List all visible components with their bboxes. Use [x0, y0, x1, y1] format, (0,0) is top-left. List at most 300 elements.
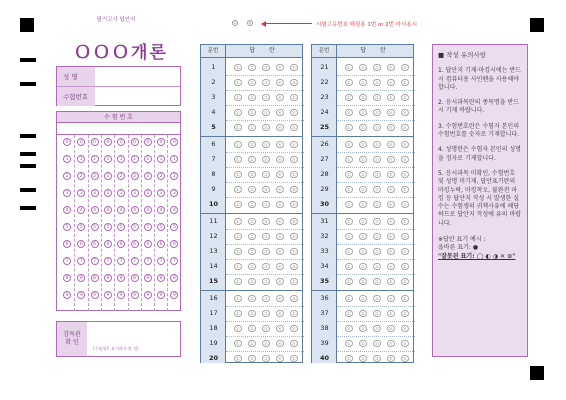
answer-bubble[interactable]: ③ [263, 340, 268, 346]
answer-bubble[interactable]: ① [346, 124, 351, 130]
answer-bubble[interactable]: ③ [374, 325, 379, 331]
answer-bubble[interactable]: ① [235, 201, 240, 207]
answer-bubble[interactable]: ⑤ [402, 141, 407, 147]
answer-bubble[interactable]: ⑤ [291, 325, 296, 331]
exam-number-bubble[interactable]: 3 [144, 189, 152, 197]
answer-bubble[interactable]: ② [360, 201, 365, 207]
answer-bubble[interactable]: ① [235, 171, 240, 177]
answer-bubble[interactable]: ② [360, 248, 365, 254]
answer-row [312, 167, 415, 182]
exam-number-bubble[interactable]: 0 [157, 138, 165, 146]
answer-bubble[interactable]: ⑤ [402, 355, 407, 361]
exam-number-bubble[interactable]: 2 [157, 172, 165, 180]
exam-number-bubble[interactable]: 8 [77, 274, 85, 282]
answer-bubble[interactable]: ① [346, 109, 351, 115]
answer-bubble[interactable]: ③ [374, 355, 379, 361]
answer-bubble[interactable]: ② [360, 64, 365, 70]
answer-bubble[interactable]: ② [249, 171, 254, 177]
mapping-dot-1[interactable]: ① [233, 21, 237, 25]
exam-number-bubble[interactable]: 9 [144, 291, 152, 299]
answer-bubble[interactable]: ① [235, 218, 240, 224]
answer-bubble[interactable]: ② [360, 218, 365, 224]
answer-bubble[interactable]: ② [249, 94, 254, 100]
answer-bubble[interactable]: ① [235, 156, 240, 162]
exam-number-column [88, 135, 101, 311]
exam-number-bubble[interactable]: 2 [63, 172, 71, 180]
answer-bubble[interactable]: ⑤ [291, 186, 296, 192]
answer-bubble[interactable]: ③ [263, 94, 268, 100]
question-number: 8 [211, 170, 216, 178]
answer-bubble[interactable]: ④ [388, 340, 393, 346]
exam-number-bubble[interactable]: 8 [104, 274, 112, 282]
answer-bubble[interactable]: ① [346, 201, 351, 207]
exam-number-bubble[interactable]: 5 [157, 223, 165, 231]
answer-bubble[interactable]: ④ [388, 141, 393, 147]
answer-bubble[interactable]: ⑤ [291, 233, 296, 239]
exam-number-bubble[interactable]: 0 [170, 138, 178, 146]
answer-bubble[interactable]: ⑤ [402, 325, 407, 331]
answer-bubble[interactable]: ⑤ [291, 248, 296, 254]
answer-bubble[interactable]: ③ [374, 295, 379, 301]
answer-bubble[interactable]: ③ [374, 218, 379, 224]
exam-number-bubble[interactable]: 6 [131, 240, 139, 248]
exam-number-bubble[interactable]: 4 [144, 206, 152, 214]
exam-number-bubble[interactable]: 3 [77, 189, 85, 197]
answer-bubble[interactable]: ④ [277, 94, 282, 100]
exam-number-bubble[interactable]: 9 [77, 291, 85, 299]
answer-bubble[interactable]: ⑤ [402, 94, 407, 100]
exam-number-bubble[interactable]: 5 [144, 223, 152, 231]
answer-bubble[interactable]: ⑤ [291, 156, 296, 162]
answer-bubble[interactable]: ④ [277, 278, 282, 284]
exam-number-bubble[interactable]: 9 [63, 291, 71, 299]
answer-bubble[interactable]: ④ [277, 64, 282, 70]
answer-bubble[interactable]: ③ [374, 156, 379, 162]
exam-number-bubble[interactable]: 7 [170, 257, 178, 265]
exam-number-bubble[interactable]: 2 [91, 172, 99, 180]
answer-bubble[interactable]: ② [249, 295, 254, 301]
answer-bubble[interactable]: ① [346, 141, 351, 147]
answer-bubble[interactable]: ③ [263, 186, 268, 192]
exam-number-bubble[interactable]: 1 [131, 155, 139, 163]
answer-bubble[interactable]: ② [249, 248, 254, 254]
answer-bubble[interactable]: ② [249, 201, 254, 207]
exam-number-bubble[interactable]: 7 [117, 257, 125, 265]
answer-bubble[interactable]: ⑤ [402, 310, 407, 316]
answer-bubble[interactable]: ② [249, 124, 254, 130]
exam-number-bubble[interactable]: 6 [77, 240, 85, 248]
answer-bubble[interactable]: ① [346, 156, 351, 162]
answer-bubble[interactable]: ② [249, 233, 254, 239]
answer-bubble[interactable]: ⑤ [402, 295, 407, 301]
answer-bubble[interactable]: ① [346, 233, 351, 239]
exam-number-bubble[interactable]: 6 [157, 240, 165, 248]
answer-bubble[interactable]: ③ [263, 355, 268, 361]
answer-bubble[interactable]: ⑤ [402, 340, 407, 346]
answer-bubble[interactable]: ④ [388, 295, 393, 301]
answer-bubble[interactable]: ① [346, 171, 351, 177]
answer-bubble[interactable]: ② [360, 233, 365, 239]
answer-bubble[interactable]: ① [235, 310, 240, 316]
answer-bubble[interactable]: ⑤ [402, 218, 407, 224]
answer-bubble[interactable]: ③ [263, 156, 268, 162]
answer-bubble[interactable]: ④ [388, 278, 393, 284]
answer-bubble[interactable]: ④ [388, 263, 393, 269]
exam-number-bubble[interactable]: 7 [157, 257, 165, 265]
answer-bubble[interactable]: ① [346, 355, 351, 361]
exam-number-bubble[interactable]: 6 [104, 240, 112, 248]
answer-bubble[interactable]: ② [249, 156, 254, 162]
exam-number-bubble[interactable]: 1 [104, 155, 112, 163]
answer-bubble[interactable]: ③ [263, 233, 268, 239]
answer-bubble[interactable]: ① [235, 79, 240, 85]
exam-number-bubble[interactable]: 6 [117, 240, 125, 248]
answer-bubble[interactable]: ③ [263, 109, 268, 115]
answer-bubble[interactable]: ① [346, 263, 351, 269]
exam-number-bubble[interactable]: 5 [77, 223, 85, 231]
exam-number-bubble[interactable]: 8 [144, 274, 152, 282]
exam-number-bubble[interactable]: 6 [170, 240, 178, 248]
exam-number-bubble[interactable]: 6 [144, 240, 152, 248]
exam-number-bubble[interactable]: 2 [170, 172, 178, 180]
answer-bubble[interactable]: ④ [277, 295, 282, 301]
exam-number-bubble[interactable]: 2 [131, 172, 139, 180]
exam-number-bubble[interactable]: 0 [144, 138, 152, 146]
answer-bubble[interactable]: ⑤ [291, 141, 296, 147]
answer-bubble[interactable]: ① [346, 340, 351, 346]
exam-number-bubble[interactable]: 4 [104, 206, 112, 214]
answer-bubble[interactable]: ① [346, 94, 351, 100]
answer-bubble[interactable]: ① [235, 248, 240, 254]
answer-bubble[interactable]: ② [249, 263, 254, 269]
answer-bubble[interactable]: ⑤ [402, 233, 407, 239]
answer-bubble[interactable]: ① [235, 325, 240, 331]
answer-bubble[interactable]: ④ [277, 171, 282, 177]
answer-bubble[interactable]: ② [249, 340, 254, 346]
answer-bubble[interactable]: ④ [277, 355, 282, 361]
answer-bubble[interactable]: ③ [374, 233, 379, 239]
answer-bubble[interactable]: ⑤ [402, 263, 407, 269]
exam-number-bubble[interactable]: 4 [157, 206, 165, 214]
answer-bubble[interactable]: ④ [277, 340, 282, 346]
exam-number-bubble[interactable]: 0 [104, 138, 112, 146]
answer-bubble[interactable]: ① [235, 94, 240, 100]
exam-number-bubble[interactable]: 2 [117, 172, 125, 180]
answer-bubble[interactable]: ③ [263, 310, 268, 316]
exam-number-bubble[interactable]: 4 [77, 206, 85, 214]
exam-number-bubble[interactable]: 3 [157, 189, 165, 197]
exam-number-bubble[interactable]: 4 [91, 206, 99, 214]
answer-bubble[interactable]: ① [235, 355, 240, 361]
answer-bubble[interactable]: ⑤ [291, 278, 296, 284]
answer-bubble[interactable]: ⑤ [291, 79, 296, 85]
answer-bubble[interactable]: ① [346, 79, 351, 85]
exam-number-bubble[interactable]: 2 [104, 172, 112, 180]
answer-bubble[interactable]: ② [360, 156, 365, 162]
answer-bubble[interactable]: ② [360, 171, 365, 177]
answer-bubble[interactable]: ② [249, 64, 254, 70]
question-number: 40 [319, 354, 330, 362]
answer-bubble[interactable]: ⑤ [402, 248, 407, 254]
answer-bubble[interactable]: ④ [388, 248, 393, 254]
answer-bubble[interactable]: ⑤ [402, 278, 407, 284]
exam-number-bubble[interactable]: 6 [63, 240, 71, 248]
exam-number-bubble[interactable]: 7 [131, 257, 139, 265]
exam-number-bubble[interactable]: 5 [117, 223, 125, 231]
answer-bubble[interactable]: ② [249, 355, 254, 361]
exam-number-bubble[interactable]: 7 [77, 257, 85, 265]
exam-number-bubble[interactable]: 8 [63, 274, 71, 282]
exam-number-bubble[interactable]: 0 [77, 138, 85, 146]
answer-bubble[interactable]: ① [346, 64, 351, 70]
answer-bubble[interactable]: ② [360, 186, 365, 192]
answer-bubble[interactable]: ④ [277, 124, 282, 130]
answer-bubble[interactable]: ⑤ [402, 156, 407, 162]
answer-bubble[interactable]: ⑤ [291, 295, 296, 301]
answer-bubble[interactable]: ① [235, 186, 240, 192]
exam-number-bubble[interactable]: 8 [131, 274, 139, 282]
answer-bubble[interactable]: ③ [374, 109, 379, 115]
exam-number-bubble[interactable]: 5 [131, 223, 139, 231]
answer-bubble[interactable]: ② [249, 325, 254, 331]
answer-bubble[interactable]: ③ [263, 124, 268, 130]
answer-bubble[interactable]: ③ [374, 171, 379, 177]
exam-number-bubble[interactable]: 9 [157, 291, 165, 299]
answer-bubble[interactable]: ④ [277, 156, 282, 162]
answer-bubble[interactable]: ③ [263, 218, 268, 224]
exam-number-bubble[interactable]: 5 [170, 223, 178, 231]
answer-bubble[interactable]: ⑤ [291, 109, 296, 115]
answer-bubble[interactable]: ④ [388, 186, 393, 192]
exam-number-bubble[interactable]: 5 [63, 223, 71, 231]
answer-bubble[interactable]: ③ [374, 248, 379, 254]
answer-bubble[interactable]: ⑤ [291, 218, 296, 224]
answer-bubble[interactable]: ② [360, 355, 365, 361]
answer-bubble[interactable]: ③ [263, 325, 268, 331]
exam-number-bubble[interactable]: 0 [63, 138, 71, 146]
answer-bubble[interactable]: ⑤ [291, 355, 296, 361]
answer-bubble[interactable]: ② [360, 94, 365, 100]
exam-number-bubble[interactable]: 3 [91, 189, 99, 197]
exam-number-row[interactable] [57, 86, 180, 106]
exam-number-bubble[interactable]: 7 [91, 257, 99, 265]
exam-number-bubble[interactable]: 0 [91, 138, 99, 146]
exam-number-bubble[interactable]: 1 [91, 155, 99, 163]
exam-number-bubble[interactable]: 8 [157, 274, 165, 282]
answer-bubble[interactable]: ① [235, 233, 240, 239]
exam-number-bubble[interactable]: 3 [131, 189, 139, 197]
mapping-dot-2[interactable]: ② [248, 21, 252, 25]
answer-bubble[interactable]: ⑤ [291, 64, 296, 70]
answer-bubble[interactable]: ④ [388, 79, 393, 85]
answer-bubble[interactable]: ④ [388, 218, 393, 224]
answer-bubble[interactable]: ④ [277, 248, 282, 254]
exam-number-bubble[interactable]: 8 [91, 274, 99, 282]
answer-bubble[interactable]: ④ [388, 310, 393, 316]
exam-number-bubble[interactable]: 7 [104, 257, 112, 265]
answer-bubble[interactable]: ③ [374, 124, 379, 130]
answer-bubble[interactable]: ④ [277, 233, 282, 239]
answer-bubble[interactable]: ④ [277, 186, 282, 192]
answer-bubble[interactable]: ⑤ [402, 186, 407, 192]
answer-bubble[interactable]: ③ [263, 278, 268, 284]
answer-bubble[interactable]: ⑤ [291, 263, 296, 269]
answer-bubble[interactable]: ① [346, 186, 351, 192]
answer-bubble[interactable]: ① [346, 248, 351, 254]
answer-bubble[interactable]: ③ [374, 201, 379, 207]
answer-bubble[interactable]: ① [235, 109, 240, 115]
answer-bubble[interactable]: ① [346, 218, 351, 224]
answer-bubble[interactable]: ② [249, 186, 254, 192]
answer-bubble[interactable]: ④ [388, 124, 393, 130]
answer-bubble[interactable]: ② [360, 124, 365, 130]
exam-number-bubble[interactable]: 0 [117, 138, 125, 146]
answer-bubble[interactable]: ① [235, 278, 240, 284]
answer-bubble[interactable]: ② [249, 109, 254, 115]
exam-number-bubble[interactable]: 8 [170, 274, 178, 282]
answer-bubble[interactable]: ① [346, 278, 351, 284]
answer-bubble[interactable]: ② [249, 218, 254, 224]
answer-bubble[interactable]: ② [249, 79, 254, 85]
answer-bubble[interactable]: ③ [374, 186, 379, 192]
answer-bubble[interactable]: ④ [277, 218, 282, 224]
exam-number-bubble[interactable]: 4 [170, 206, 178, 214]
exam-number-bubble[interactable]: 1 [144, 155, 152, 163]
exam-number-bubble[interactable]: 4 [63, 206, 71, 214]
exam-number-bubble[interactable]: 1 [157, 155, 165, 163]
exam-number-write-row[interactable] [57, 123, 180, 135]
exam-number-bubble[interactable]: 9 [117, 291, 125, 299]
exam-number-bubble[interactable]: 8 [117, 274, 125, 282]
answer-bubble[interactable]: ⑤ [402, 79, 407, 85]
answer-bubble[interactable]: ④ [388, 355, 393, 361]
answer-bubble[interactable]: ③ [263, 64, 268, 70]
answer-bubble[interactable]: ① [235, 340, 240, 346]
exam-number-bubble[interactable]: 3 [63, 189, 71, 197]
answer-bubble[interactable]: ⑤ [402, 124, 407, 130]
answer-bubble[interactable]: ① [235, 295, 240, 301]
answer-bubble[interactable]: ④ [388, 156, 393, 162]
answer-bubble[interactable]: ② [360, 278, 365, 284]
answer-bubble[interactable]: ② [360, 295, 365, 301]
answer-bubble[interactable]: ⑤ [291, 201, 296, 207]
exam-number-bubble[interactable]: 9 [170, 291, 178, 299]
exam-number-bubble[interactable]: 4 [117, 206, 125, 214]
exam-number-bubble[interactable]: 3 [170, 189, 178, 197]
exam-number-bubble[interactable]: 7 [63, 257, 71, 265]
answer-bubble[interactable]: ③ [374, 94, 379, 100]
answer-bubble[interactable]: ⑤ [291, 310, 296, 316]
answer-bubble[interactable]: ③ [263, 201, 268, 207]
answer-bubble[interactable]: ⑤ [402, 109, 407, 115]
answer-bubble[interactable]: ④ [277, 201, 282, 207]
exam-number-bubble[interactable]: 4 [131, 206, 139, 214]
answer-bubble[interactable]: ⑤ [291, 340, 296, 346]
answer-bubble[interactable]: ② [360, 109, 365, 115]
exam-number-bubble[interactable]: 6 [91, 240, 99, 248]
answer-bubble[interactable]: ④ [277, 141, 282, 147]
exam-number-bubble[interactable]: 9 [91, 291, 99, 299]
answer-bubble[interactable]: ⑤ [402, 171, 407, 177]
answer-bubble[interactable]: ④ [277, 109, 282, 115]
answer-bubble[interactable]: ③ [374, 263, 379, 269]
answer-bubble[interactable]: ② [360, 263, 365, 269]
answer-bubble[interactable]: ⑤ [402, 201, 407, 207]
exam-number-bubble[interactable]: 5 [104, 223, 112, 231]
answer-bubble[interactable]: ④ [277, 310, 282, 316]
answer-bubble[interactable]: ④ [277, 325, 282, 331]
exam-number-bubble[interactable]: 1 [77, 155, 85, 163]
exam-number-bubble[interactable]: 3 [104, 189, 112, 197]
answer-bubble[interactable]: ③ [263, 79, 268, 85]
answer-bubble[interactable]: ① [235, 64, 240, 70]
answer-bubble[interactable]: ② [360, 310, 365, 316]
answer-bubble[interactable]: ⑤ [402, 64, 407, 70]
answer-bubble[interactable]: ④ [388, 325, 393, 331]
answer-bubble[interactable]: ① [235, 124, 240, 130]
exam-number-bubble[interactable]: 7 [144, 257, 152, 265]
exam-number-bubble[interactable]: 9 [104, 291, 112, 299]
exam-number-bubble[interactable]: 9 [131, 291, 139, 299]
answer-bubble[interactable]: ④ [388, 64, 393, 70]
answer-bubble[interactable]: ② [249, 310, 254, 316]
exam-number-bubble[interactable]: 2 [144, 172, 152, 180]
answer-bubble[interactable]: ⑤ [291, 171, 296, 177]
answer-bubble[interactable]: ③ [263, 141, 268, 147]
answer-bubble[interactable]: ③ [263, 248, 268, 254]
answer-bubble[interactable]: ① [346, 295, 351, 301]
answer-bubble[interactable]: ① [346, 325, 351, 331]
answer-bubble[interactable]: ④ [388, 201, 393, 207]
answer-bubble[interactable]: ④ [388, 233, 393, 239]
exam-number-bubble[interactable]: 2 [77, 172, 85, 180]
answer-bubble[interactable]: ④ [388, 109, 393, 115]
answer-bubble[interactable]: ⑤ [291, 124, 296, 130]
exam-number-bubble[interactable]: 1 [63, 155, 71, 163]
answer-bubble[interactable]: ③ [263, 295, 268, 301]
answer-bubble[interactable]: ③ [374, 79, 379, 85]
answer-bubble[interactable]: ② [249, 278, 254, 284]
answer-bubble[interactable]: ② [360, 141, 365, 147]
answer-bubble[interactable]: ① [346, 310, 351, 316]
answer-bubble[interactable]: ① [235, 263, 240, 269]
exam-number-bubble[interactable]: 1 [170, 155, 178, 163]
answer-bubble[interactable]: ② [249, 141, 254, 147]
answer-bubble[interactable]: ① [235, 141, 240, 147]
exam-number-bubble[interactable]: 1 [117, 155, 125, 163]
answer-bubble[interactable]: ③ [374, 141, 379, 147]
answer-bubble[interactable]: ③ [374, 310, 379, 316]
answer-bubble[interactable]: ③ [263, 171, 268, 177]
answer-bubble[interactable]: ③ [374, 64, 379, 70]
answer-bubble[interactable]: ⑤ [291, 94, 296, 100]
answer-bubble[interactable]: ② [360, 340, 365, 346]
exam-number-bubble[interactable]: 5 [91, 223, 99, 231]
answer-bubble[interactable]: ④ [388, 171, 393, 177]
exam-number-bubble[interactable]: 3 [117, 189, 125, 197]
answer-bubble[interactable]: ④ [277, 79, 282, 85]
question-number: 20 [208, 354, 219, 362]
answer-bubble[interactable]: ④ [277, 263, 282, 269]
answer-bubble[interactable]: ④ [388, 94, 393, 100]
exam-number-bubble[interactable]: 0 [131, 138, 139, 146]
answer-bubble[interactable]: ③ [263, 263, 268, 269]
answer-bubble[interactable]: ③ [374, 340, 379, 346]
answer-bubble[interactable]: ② [360, 79, 365, 85]
answer-bubble[interactable]: ③ [374, 278, 379, 284]
answer-bubble[interactable]: ② [360, 325, 365, 331]
name-row[interactable] [57, 67, 180, 87]
